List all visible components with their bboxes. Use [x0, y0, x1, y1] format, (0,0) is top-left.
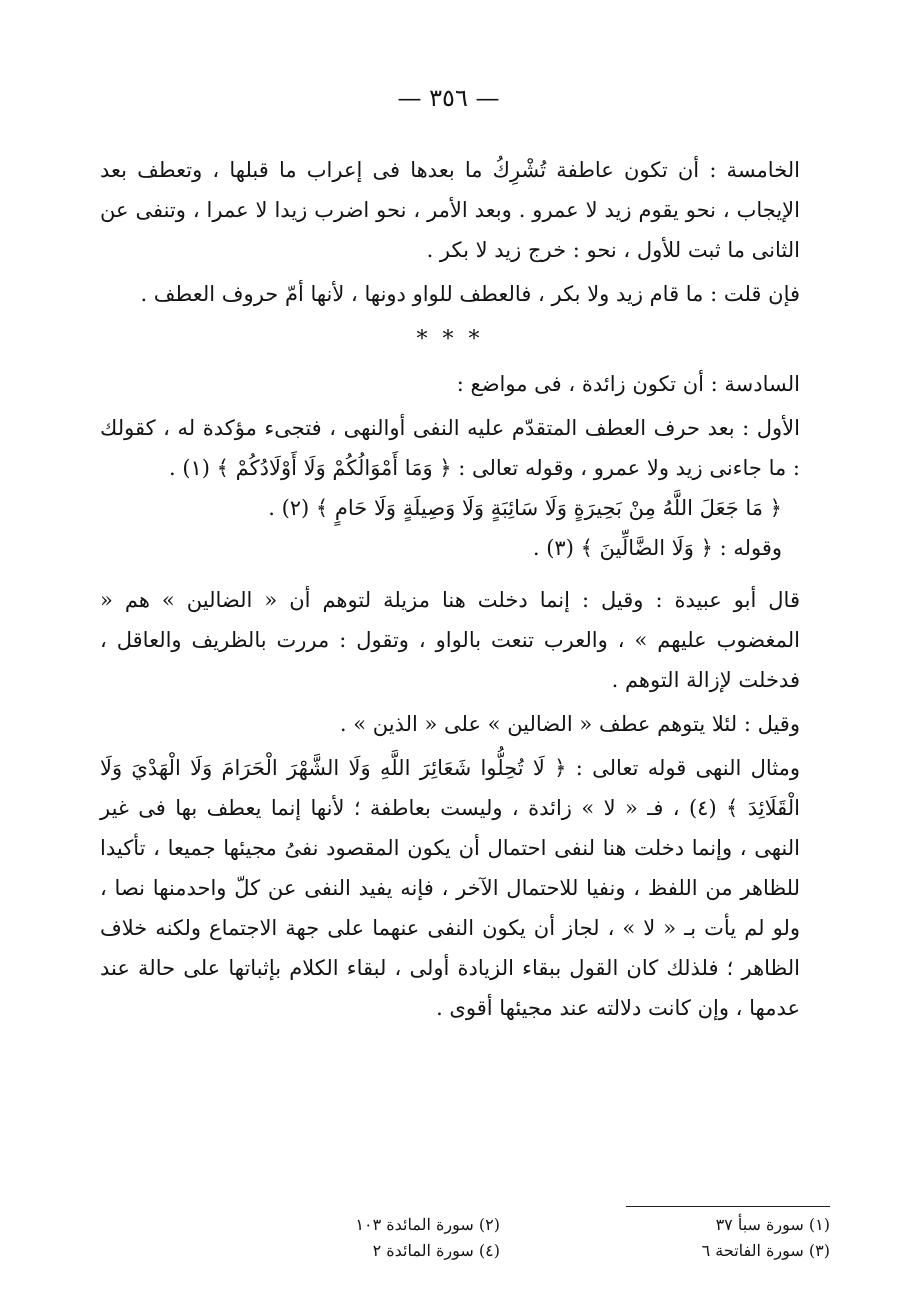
footnote-divider: [626, 1206, 830, 1207]
section-heading-sixth: السادسة : أن تكون زائدة ، فى مواضع :: [456, 372, 800, 396]
main-text: [100, 150, 800, 1028]
paragraph-another-view: وقيل : لئلا يتوهم عطف « الضالين » على « الذين » .: [339, 712, 800, 736]
section-separator: * * *: [416, 327, 484, 352]
footnote-1: (١) سورة سبأ ٣٧: [715, 1215, 830, 1234]
paragraph-prohibition-example: ومثال النهى قوله تعالى : ﴿ لَا تُحِلُّوا شَعَائِرَ اللَّهِ وَلَا الشَّهْرَ الْحَرَامَ وَلَا الْهَدْيَ وَلَا الْقَلَائِدَ ﴾ (٤) ، فـ « لا » زائدة ، وليست بعاطفة ؛ لأنها إنما يعطف بها فى غير النهى ، وإنما دخلت هنا لنفى احتمال أن يكون المقصود نفىُ مجيئها جميعا ، تأكيدا للظاهر من اللفظ ، ونفيا للاحتمال الآخر ، فإنه يفيد النفى عن كلّ واحدمنها نصا ، ولو لم يأت بـ « لا » ، لجاز أن يكون النفى عنهما على جهة الاجتماع ولكنه خلاف الظاهر ؛ فلذلك كان القول ببقاء الزيادة أولى ، لبقاء الكلام بإثباتها على حالة عند عدمها ، وإن كانت دلالته عند مجيئها أقوى .: [100, 756, 800, 1020]
paragraph-fifth-use: الخامسة : أن تكون عاطفة تُشْرِكُ ما بعدها فى إعراب ما قبلها ، وتعطف بعد الإيجاب ، نحو يقوم زيد لا عمرو . وبعد الأمر ، نحو اضرب زيدا لا عمرا ، وتنفى عن الثانى ما ثبت للأول ، نحو : خرج زيد لا بكر .: [100, 158, 800, 262]
footnote-4: (٤) سورة المائدة ٢: [372, 1241, 500, 1260]
footnote-3: (٣) سورة الفاتحة ٦: [701, 1241, 830, 1260]
paragraph-objection: فإن قلت : ما قام زيد ولا بكر ، فالعطف للواو دونها ، لأنها أمّ حروف العطف .: [140, 282, 800, 306]
paragraph-abu-ubayda: قال أبو عبيدة : وقيل : إنما دخلت هنا مزيلة لتوهم أن « الضالين » هم « المغضوب عليهم » ، والعرب تنعت بالواو ، وتقول : مررت بالظريف والعاقل ، فدخلت لإزالة التوهم .: [100, 588, 800, 692]
footnote-column-right: [590, 1212, 830, 1264]
footnote-column-left: [270, 1212, 500, 1264]
paragraph-first-position: الأول : بعد حرف العطف المتقدّم عليه النفى أوالنهى ، فتجىء مؤكدة له ، كقولك : ما جاءنى زيد ولا عمرو ، وقوله تعالى : ﴿ وَمَا أَمْوَالُكُمْ وَلَا أَوْلَادُكُمْ ﴾ (١) .: [100, 416, 800, 480]
quran-verse-line: ﴿ مَا جَعَلَ اللَّهُ مِنْ بَحِيرَةٍ وَلَا سَائِبَةٍ وَلَا وَصِيلَةٍ وَلَا حَامٍ ﴾ (٢) .: [268, 496, 782, 520]
page-number: — ٣٥٦ —: [397, 84, 500, 112]
quran-verse-line: وقوله : ﴿ وَلَا الضَّالِّينَ ﴾ (٣) .: [532, 536, 782, 560]
footnote-2: (٢) سورة المائدة ١٠٣: [355, 1215, 500, 1234]
spacer: [100, 568, 800, 580]
